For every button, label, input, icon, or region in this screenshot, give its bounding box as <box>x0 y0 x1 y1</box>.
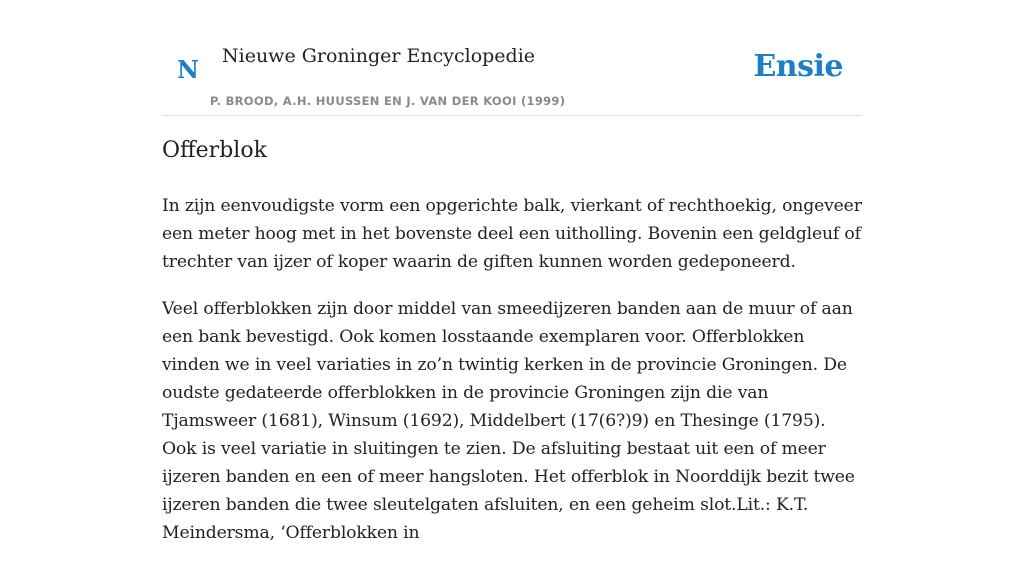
book-authors: P. BROOD, A.H. HUUSSEN EN J. VAN DER KOOI (1999) <box>210 94 566 108</box>
page <box>162 0 862 543</box>
site-header <box>162 0 862 116</box>
book-title[interactable]: Nieuwe Groninger Encyclopedie <box>222 45 536 67</box>
entry-title: Offerblok <box>162 138 267 163</box>
book-logo[interactable]: N <box>177 55 199 84</box>
entry-paragraph: Veel offerblokken zijn door middel van smeedijzeren banden aan de muur of aan een bank bevestigd. Ook komen losstaande exemplaren voor. Offerblokken vinden we in veel variaties in zo’n twintig kerken in de provincie Groningen. De oudste gedateerde offerblokken in de provincie Groningen zijn die van Tjamsweer (1681), Winsum (1692), Middelbert (17(6?)9) en Thesinge (1795). Ook is veel variatie in sluitingen te zien. De afsluiting bestaat uit een of meer ijzeren banden en een of meer hangsloten. Het offerblok in Noorddijk bezit twee ijzeren banden die twee sleutelgaten afsluiten, en een geheim slot.Lit.: K.T. Meindersma, ‘Offerblokken in <box>162 299 855 543</box>
entry-body <box>162 192 862 566</box>
ensie-brand-link[interactable]: Ensie <box>753 49 843 84</box>
entry-paragraph: In zijn eenvoudigste vorm een opgerichte balk, vierkant of rechthoekig, ongeveer een meter hoog met in het bovenste deel een uitholling. Bovenin een geldgleuf of trechter van ijzer of koper waarin de giften kunnen worden gedeponeerd. <box>162 196 862 272</box>
